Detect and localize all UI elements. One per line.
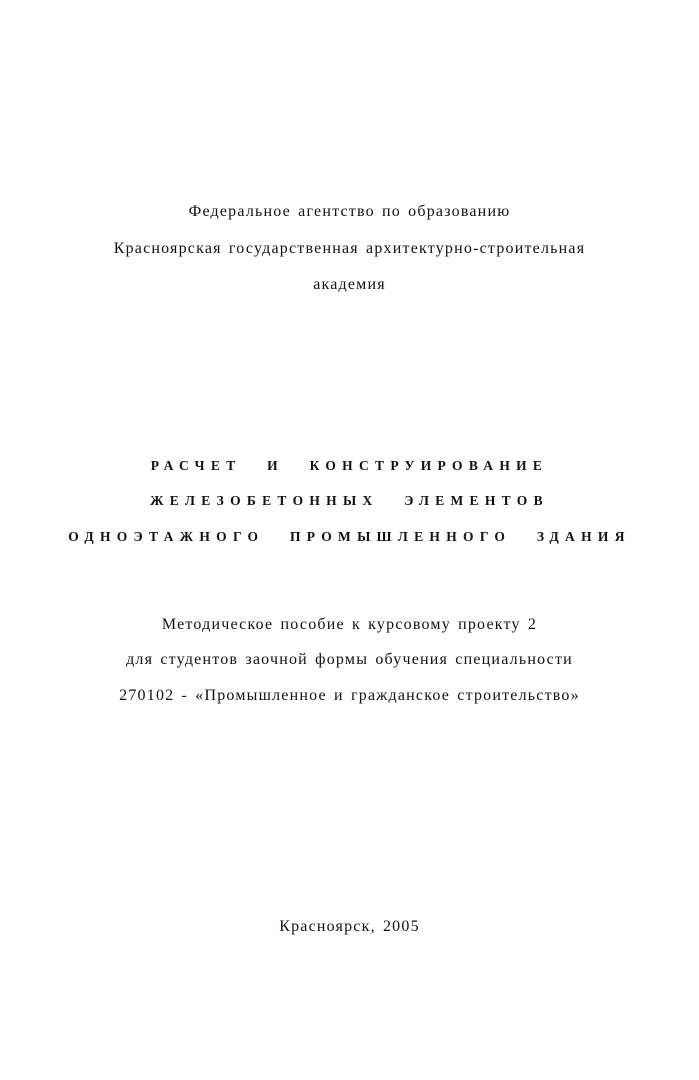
title-line-3: ОДНОЭТАЖНОГО ПРОМЫШЛЕННОГО ЗДАНИЯ	[68, 529, 631, 544]
description-line-3: 270102 - «Промышленное и гражданское строительство»	[119, 687, 580, 704]
description-line-1: Методическое пособие к курсовому проекту 2	[161, 616, 538, 633]
description-line-2: для студентов заочной формы обучения специальности	[126, 651, 573, 668]
title-line-1: РАСЧЕТ И КОНСТРУИРОВАНИЕ	[150, 458, 549, 473]
organization-line-1: Федеральное агентство по образованию	[188, 203, 511, 220]
organization-line-2: Красноярская государственная архитектурно-строительная	[113, 240, 586, 257]
place-and-year: Красноярск, 2005	[279, 918, 420, 935]
title-line-2: ЖЕЛЕЗОБЕТОННЫХ ЭЛЕМЕНТОВ	[150, 493, 549, 508]
organization-line-3: академия	[313, 276, 386, 293]
